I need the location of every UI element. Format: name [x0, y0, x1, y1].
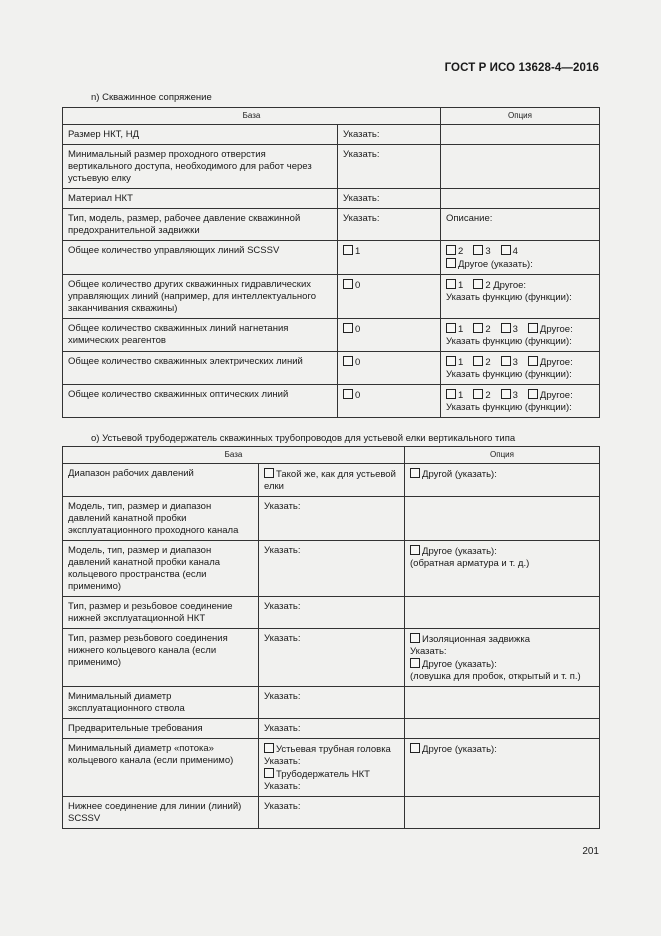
checkbox-label: Трубодержатель НКТ	[276, 769, 370, 780]
row-label: Модель, тип, размер и диапазон давлений канатной пробки эксплуатационного проходного канала	[63, 497, 259, 541]
section-n-caption: n) Скважинное сопряжение	[91, 92, 212, 103]
checkbox[interactable]	[410, 743, 420, 753]
option-cell	[405, 739, 600, 797]
row-label: Материал НКТ	[63, 189, 338, 209]
row-label: Общее количество скважинных электрических линий	[63, 352, 338, 385]
checkbox[interactable]	[410, 658, 420, 668]
option-cell	[405, 687, 600, 719]
checkbox[interactable]	[501, 245, 511, 255]
option-cell	[441, 352, 600, 385]
column-header-option: Опция	[441, 108, 600, 125]
base-cell	[338, 352, 441, 385]
checkbox-label: 0	[355, 324, 361, 335]
option-cell	[405, 464, 600, 497]
table-row	[63, 319, 600, 352]
column-header-base: База	[63, 108, 441, 125]
checkbox[interactable]	[473, 245, 483, 255]
table-row	[63, 719, 600, 739]
table-row	[63, 629, 600, 687]
section-n-table	[62, 107, 600, 418]
base-cell: Указать:	[338, 125, 441, 145]
base-cell: Указать:	[259, 541, 405, 597]
row-label: Тип, модель, размер, рабочее давление скважинной предохранительной задвижки	[63, 209, 338, 241]
checkbox-label: Другое:	[493, 280, 527, 291]
checkbox[interactable]	[264, 768, 274, 778]
checkbox-label: 0	[355, 390, 361, 401]
checkbox[interactable]	[446, 258, 456, 268]
option-cell	[441, 145, 600, 189]
checkbox-label: 1	[355, 246, 361, 257]
option-cell	[441, 189, 600, 209]
checkbox-label: 2	[485, 324, 491, 335]
checkbox[interactable]	[446, 245, 456, 255]
row-label: Модель, тип, размер и диапазон давлений канатной пробки канала кольцевого пространства (если применимо)	[63, 541, 259, 597]
row-label: Общее количество скважинных оптических линий	[63, 385, 338, 418]
option-cell	[441, 319, 600, 352]
checkbox[interactable]	[446, 323, 456, 333]
option-cell	[405, 629, 600, 687]
table-header-row	[63, 108, 600, 125]
section-o-table	[62, 446, 600, 829]
checkbox-label: 4	[512, 246, 518, 257]
checkbox-label: Другое:	[539, 357, 573, 368]
checkbox-label: 3	[485, 246, 491, 257]
checkbox-label: Изоляционная задвижка	[422, 634, 530, 645]
base-cell: Указать:	[338, 209, 441, 241]
row-label: Предварительные требования	[63, 719, 259, 739]
option-note: Указать функцию (функции):	[446, 292, 572, 303]
checkbox-label: Другое (указать):	[422, 659, 497, 670]
section-o-caption: o) Устьевой трубодержатель скважинных трубопроводов для устьевой елки вертикального типа	[91, 433, 516, 444]
checkbox-label: Такой же, как для устьевой елки	[264, 469, 396, 492]
checkbox[interactable]	[343, 356, 353, 366]
base-cell	[338, 275, 441, 319]
checkbox-label: 2	[485, 280, 491, 291]
checkbox-label: 2	[458, 246, 464, 257]
checkbox[interactable]	[446, 356, 456, 366]
checkbox-label: Другое (указать):	[422, 546, 497, 557]
table-row	[63, 385, 600, 418]
table-row	[63, 145, 600, 189]
option-note: Указать:	[410, 646, 447, 657]
row-label: Тип, размер резьбового соединения нижнего кольцевого канала (если применимо)	[63, 629, 259, 687]
table-row	[63, 125, 600, 145]
checkbox[interactable]	[343, 279, 353, 289]
checkbox-label: Другое:	[539, 390, 573, 401]
checkbox-label: Другой (указать):	[422, 469, 497, 480]
table-row	[63, 597, 600, 629]
base-cell	[259, 464, 405, 497]
base-cell	[259, 739, 405, 797]
checkbox[interactable]	[473, 279, 483, 289]
option-note: Указать функцию (функции):	[446, 369, 572, 380]
checkbox[interactable]	[528, 389, 538, 399]
row-label: Нижнее соединение для линии (линий) SCSSV	[63, 797, 259, 829]
option-cell	[441, 275, 600, 319]
option-cell	[405, 797, 600, 829]
option-note: (обратная арматура и т. д.)	[410, 558, 530, 569]
checkbox-label: 3	[512, 357, 518, 368]
row-label: Общее количество скважинных линий нагнетания химических реагентов	[63, 319, 338, 352]
checkbox[interactable]	[501, 356, 511, 366]
column-header-base: База	[63, 447, 405, 464]
document-header: ГОСТ Р ИСО 13628-4—2016	[444, 62, 599, 74]
table-row	[63, 541, 600, 597]
checkbox-label: 2	[485, 357, 491, 368]
checkbox[interactable]	[264, 743, 274, 753]
option-cell	[405, 541, 600, 597]
base-cell: Указать:	[338, 145, 441, 189]
checkbox-label: 1	[458, 390, 464, 401]
base-cell: Указать:	[259, 687, 405, 719]
option-cell	[441, 241, 600, 275]
checkbox-label: 3	[512, 324, 518, 335]
option-cell	[405, 719, 600, 739]
checkbox[interactable]	[343, 245, 353, 255]
checkbox-label: Устьевая трубная головка	[276, 744, 391, 755]
base-cell: Указать:	[259, 629, 405, 687]
table-row	[63, 275, 600, 319]
row-label: Тип, размер и резьбовое соединение нижней эксплуатационной НКТ	[63, 597, 259, 629]
option-cell	[405, 497, 600, 541]
checkbox[interactable]	[473, 389, 483, 399]
option-note: Указать функцию (функции):	[446, 402, 572, 413]
base-cell: Указать:	[259, 497, 405, 541]
base-cell	[338, 241, 441, 275]
base-note: Указать:	[264, 756, 301, 767]
checkbox[interactable]	[473, 323, 483, 333]
option-cell	[441, 125, 600, 145]
checkbox[interactable]	[501, 389, 511, 399]
option-cell: Описание:	[441, 209, 600, 241]
checkbox[interactable]	[528, 323, 538, 333]
table-row	[63, 497, 600, 541]
row-label: Минимальный размер проходного отверстия вертикального доступа, необходимого для работ через устьевую елку	[63, 145, 338, 189]
base-cell	[338, 385, 441, 418]
checkbox-label: 1	[458, 280, 464, 291]
option-note: (ловушка для пробок, открытый и т. п.)	[410, 671, 581, 682]
row-label: Общее количество управляющих линий SCSSV	[63, 241, 338, 275]
row-label: Общее количество других скважинных гидравлических управляющих линий (например, для интеллектуального заканчивания скважины)	[63, 275, 338, 319]
row-label: Размер НКТ, НД	[63, 125, 338, 145]
table-row	[63, 209, 600, 241]
base-cell: Указать:	[259, 597, 405, 629]
table-row	[63, 241, 600, 275]
table-row	[63, 687, 600, 719]
option-cell	[405, 597, 600, 629]
row-label: Диапазон рабочих давлений	[63, 464, 259, 497]
row-label: Минимальный диаметр эксплуатационного ствола	[63, 687, 259, 719]
checkbox[interactable]	[446, 389, 456, 399]
base-note: Указать:	[264, 781, 301, 792]
checkbox[interactable]	[343, 389, 353, 399]
checkbox[interactable]	[473, 356, 483, 366]
column-header-option: Опция	[405, 447, 600, 464]
option-cell	[441, 385, 600, 418]
checkbox[interactable]	[501, 323, 511, 333]
checkbox[interactable]	[410, 545, 420, 555]
checkbox-label: 1	[458, 324, 464, 335]
base-cell: Указать:	[338, 189, 441, 209]
table-header-row	[63, 447, 600, 464]
checkbox[interactable]	[343, 323, 353, 333]
checkbox[interactable]	[264, 468, 274, 478]
checkbox[interactable]	[410, 468, 420, 478]
base-cell: Указать:	[259, 797, 405, 829]
table-row	[63, 797, 600, 829]
checkbox[interactable]	[528, 356, 538, 366]
option-note: Указать функцию (функции):	[446, 336, 572, 347]
row-label: Минимальный диаметр «потока» кольцевого канала (если применимо)	[63, 739, 259, 797]
checkbox-label: 2	[485, 390, 491, 401]
table-row	[63, 739, 600, 797]
checkbox-label: 3	[512, 390, 518, 401]
checkbox[interactable]	[410, 633, 420, 643]
table-row	[63, 189, 600, 209]
table-row	[63, 464, 600, 497]
checkbox-label: 0	[355, 357, 361, 368]
checkbox-label: Другое (указать):	[422, 744, 497, 755]
table-row	[63, 352, 600, 385]
base-cell	[338, 319, 441, 352]
checkbox-label: Другое:	[539, 324, 573, 335]
checkbox-label: 0	[355, 280, 361, 291]
page-number: 201	[582, 846, 599, 857]
checkbox-label: 1	[458, 357, 464, 368]
checkbox[interactable]	[446, 279, 456, 289]
base-cell: Указать:	[259, 719, 405, 739]
checkbox-label: Другое (указать):	[458, 259, 533, 270]
